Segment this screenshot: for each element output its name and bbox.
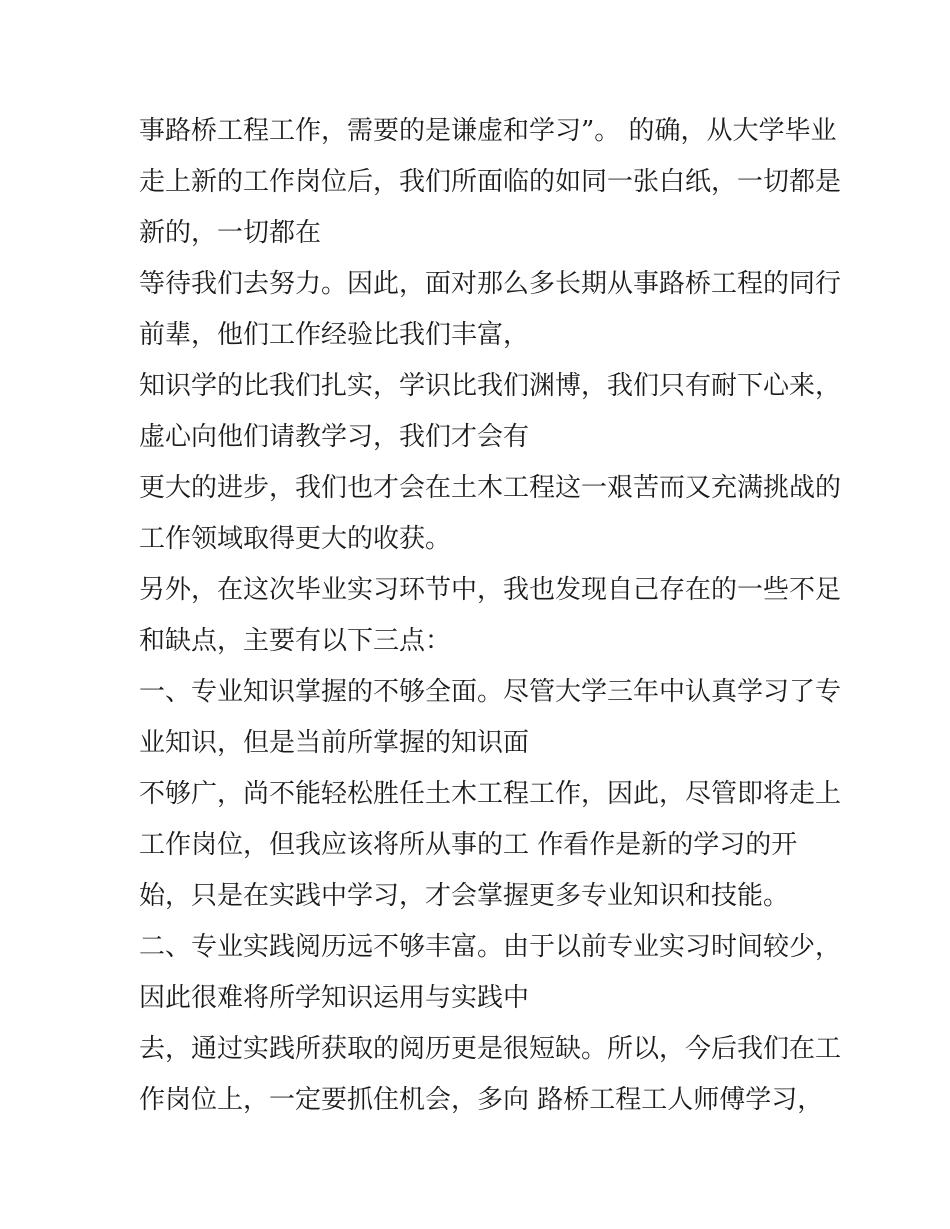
text-line: 事路桥工程工作，需要的是谦虚和学习”。 的确，从大学毕业 <box>139 116 837 146</box>
text-line: 不够广，尚不能轻松胜任土木工程工作，因此，尽管即将走上 <box>139 779 842 809</box>
text-line: 一、专业知识掌握的不够全面。尽管大学三年中认真学习了专 <box>139 677 842 707</box>
text-line: 等待我们去努力。因此，面对那么多长期从事路桥工程的同行 <box>139 269 842 299</box>
text-line: 另外，在这次毕业实习环节中，我也发现自己存在的一些不足 <box>139 575 842 605</box>
text-line: 工作岗位，但我应该将所从事的工 作看作是新的学习的开 <box>139 830 798 860</box>
text-line: 和缺点，主要有以下三点： <box>139 626 452 656</box>
text-line: 去，通过实践所获取的阅历更是很短缺。所以，今后我们在工 <box>139 1034 842 1064</box>
text-line: 走上新的工作岗位后，我们所面临的如同一张白纸，一切都是 <box>139 167 842 197</box>
text-line: 因此很难将所学知识运用与实践中 <box>139 983 530 1013</box>
text-line: 工作领域取得更大的收获。 <box>139 524 452 554</box>
text-line: 新的，一切都在 <box>139 218 322 248</box>
text-line: 二、专业实践阅历远不够丰富。由于以前专业实习时间较少， <box>139 932 842 962</box>
body-text <box>139 106 842 1126</box>
text-line: 作岗位上，一定要抓住机会，多向 路桥工程工人师傅学习， <box>139 1085 824 1115</box>
text-line: 始，只是在实践中学习，才会掌握更多专业知识和技能。 <box>139 881 790 911</box>
text-line: 业知识，但是当前所掌握的知识面 <box>139 728 530 758</box>
text-line: 前辈，他们工作经验比我们丰富， <box>139 320 530 350</box>
text-line: 更大的进步，我们也才会在土木工程这一艰苦而又充满挑战的 <box>139 473 842 503</box>
text-line: 知识学的比我们扎实，学识比我们渊博，我们只有耐下心来， <box>139 371 842 401</box>
text-line: 虚心向他们请教学习，我们才会有 <box>139 422 530 452</box>
